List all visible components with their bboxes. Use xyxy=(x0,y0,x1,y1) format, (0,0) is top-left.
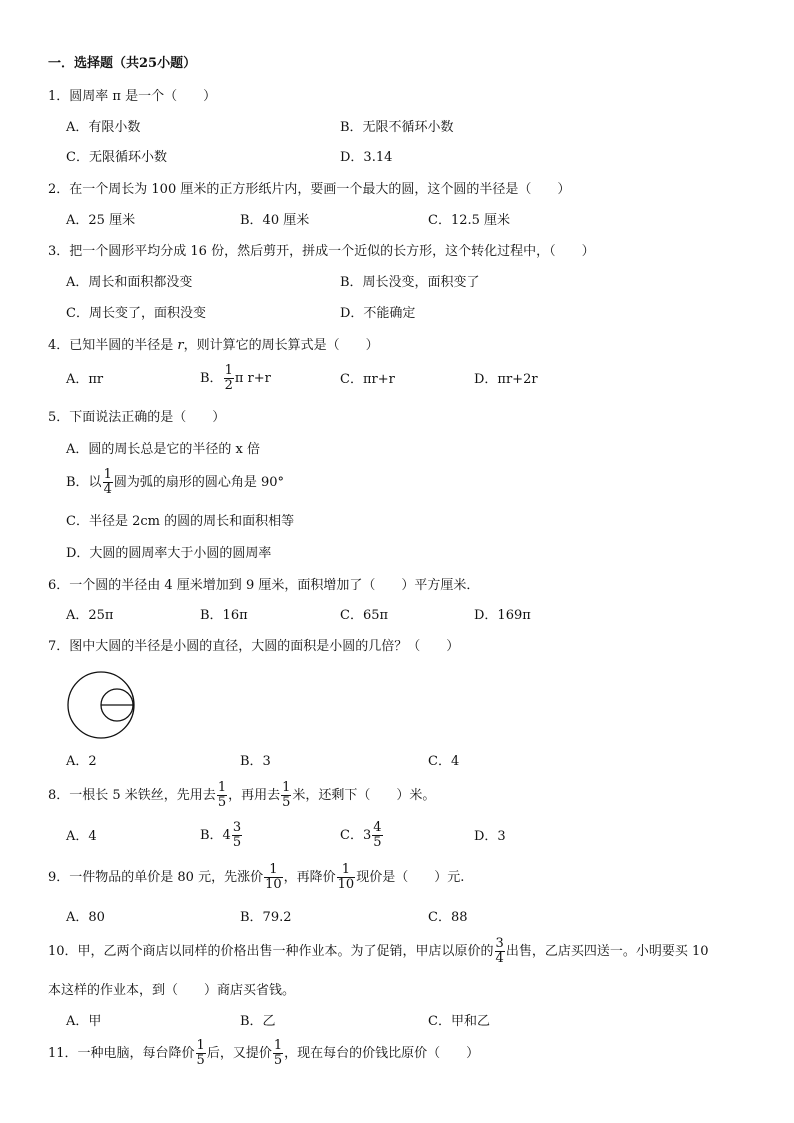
q2-option-c: C．12.5 厘米 xyxy=(428,213,511,228)
q7-option-a: A．2 xyxy=(66,754,97,769)
question-3: 3．把一个圆形平均分成 16 份，然后剪开，拼成一个近似的长方形，这个转化过程中，（ ） xyxy=(48,244,595,259)
q6-option-b: B．16π xyxy=(200,608,248,623)
fraction: $\frac{4}{5}$ xyxy=(373,820,382,850)
fraction: $\frac{3}{5}$ xyxy=(232,820,242,850)
q8-option-b: B．4 $\frac{3}{5}$ xyxy=(200,820,242,850)
question-9: 9．一件物品的单价是 80 元，先涨价 $\frac{1}{10}$ ，再降价 $\frac{1}{10}$ 现价是（ ）元. xyxy=(48,862,465,892)
question-8: 8．一根长 5 米铁丝，先用去 $\frac{1}{5}$ ，再用去 $\frac{1}{5}$ 米，还剩下（ ）米。 xyxy=(48,780,436,810)
q8-option-d: D．3 xyxy=(474,829,506,844)
fraction: $\frac{1}{5}$ xyxy=(196,1038,205,1068)
fraction: $\frac{1}{5}$ xyxy=(217,780,227,810)
q5-option-d: D．大圆的圆周率大于小圆的圆周率 xyxy=(66,546,272,561)
section-heading: 一．选择题（共25小题） xyxy=(48,56,197,71)
q6-option-a: A．25π xyxy=(66,608,114,623)
q7-option-b: B．3 xyxy=(240,754,271,769)
q6-option-d: D．169π xyxy=(474,608,531,623)
q10-option-a: A．甲 xyxy=(66,1014,102,1029)
fraction: $\frac{3}{4}$ xyxy=(495,936,504,966)
q8-option-c: C．3 $\frac{4}{5}$ xyxy=(340,820,382,850)
q7-option-c: C．4 xyxy=(428,754,460,769)
fraction: $\frac{1}{4}$ xyxy=(103,467,112,497)
fraction: $\frac{1}{5}$ xyxy=(273,1038,283,1068)
q5-option-c: C．半径是 2cm 的圆的周长和面积相等 xyxy=(66,514,295,529)
q3-option-d: D．不能确定 xyxy=(340,306,416,321)
circles-figure xyxy=(66,670,136,740)
question-4: 4．已知半圆的半径是 r，则计算它的周长算式是（ ） xyxy=(48,338,379,353)
q1-option-b: B．无限不循环小数 xyxy=(340,120,454,135)
q4-option-b: B． $\frac{1}{2}$ π r+r xyxy=(200,363,271,393)
question-2: 2．在一个周长为 100 厘米的正方形纸片内，要画一个最大的圆，这个圆的半径是（ ） xyxy=(48,182,571,197)
q9-option-b: B．79.2 xyxy=(240,910,292,925)
q1-option-c: C．无限循环小数 xyxy=(66,150,167,165)
q6-option-c: C．65π xyxy=(340,608,389,623)
q5-option-a: A．圆的周长总是它的半径的 x 倍 xyxy=(66,442,260,457)
q3-option-c: C．周长变了，面积没变 xyxy=(66,306,206,321)
question-6: 6．一个圆的半径由 4 厘米增加到 9 厘米，面积增加了（ ）平方厘米． xyxy=(48,578,480,593)
q4-option-d: D．πr+2r xyxy=(474,372,538,387)
q10-option-c: C．甲和乙 xyxy=(428,1014,490,1029)
fraction: $\frac{1}{5}$ xyxy=(282,780,291,810)
q9-option-c: C．88 xyxy=(428,910,468,925)
fraction: $\frac{1}{10}$ xyxy=(265,862,282,892)
q3-option-a: A．周长和面积都没变 xyxy=(66,275,193,290)
q3-option-b: B．周长没变，面积变了 xyxy=(340,275,480,290)
question-7: 7．图中大圆的半径是小圆的直径，大圆的面积是小圆的几倍？（ ） xyxy=(48,639,460,654)
q8-option-a: A．4 xyxy=(66,829,97,844)
q9-option-a: A．80 xyxy=(66,910,105,925)
q1-option-d: D．3.14 xyxy=(340,150,393,165)
variable-r: r xyxy=(177,338,184,353)
q2-option-a: A．25 厘米 xyxy=(66,213,136,228)
q1-option-a: A．有限小数 xyxy=(66,120,141,135)
question-1: 1．圆周率 π 是一个（ ） xyxy=(48,89,217,104)
q10-option-b: B．乙 xyxy=(240,1014,276,1029)
fraction: $\frac{1}{2}$ xyxy=(224,363,233,393)
q2-option-b: B．40 厘米 xyxy=(240,213,310,228)
question-10-line-2: 本这样的作业本，到（ ）商店买省钱。 xyxy=(48,983,296,998)
question-5: 5．下面说法正确的是（ ） xyxy=(48,410,226,425)
fraction: $\frac{1}{10}$ xyxy=(337,862,355,892)
question-11: 11．一种电脑，每台降价 $\frac{1}{5}$ 后，又提价 $\frac{1}{5}$ ，现在每台的价钱比原价（ ） xyxy=(48,1038,480,1068)
question-10: 10．甲，乙两个商店以同样的价格出售一种作业本。为了促销，甲店以原价的 $\frac{3}{4}$ 出售，乙店买四送一。小明要买 10 xyxy=(48,936,709,966)
q4-option-c: C．πr+r xyxy=(340,372,395,387)
q4-option-a: A．πr xyxy=(66,372,104,387)
q5-option-b: B．以 $\frac{1}{4}$ 圆为弧的扇形的圆心角是 90° xyxy=(66,467,285,497)
